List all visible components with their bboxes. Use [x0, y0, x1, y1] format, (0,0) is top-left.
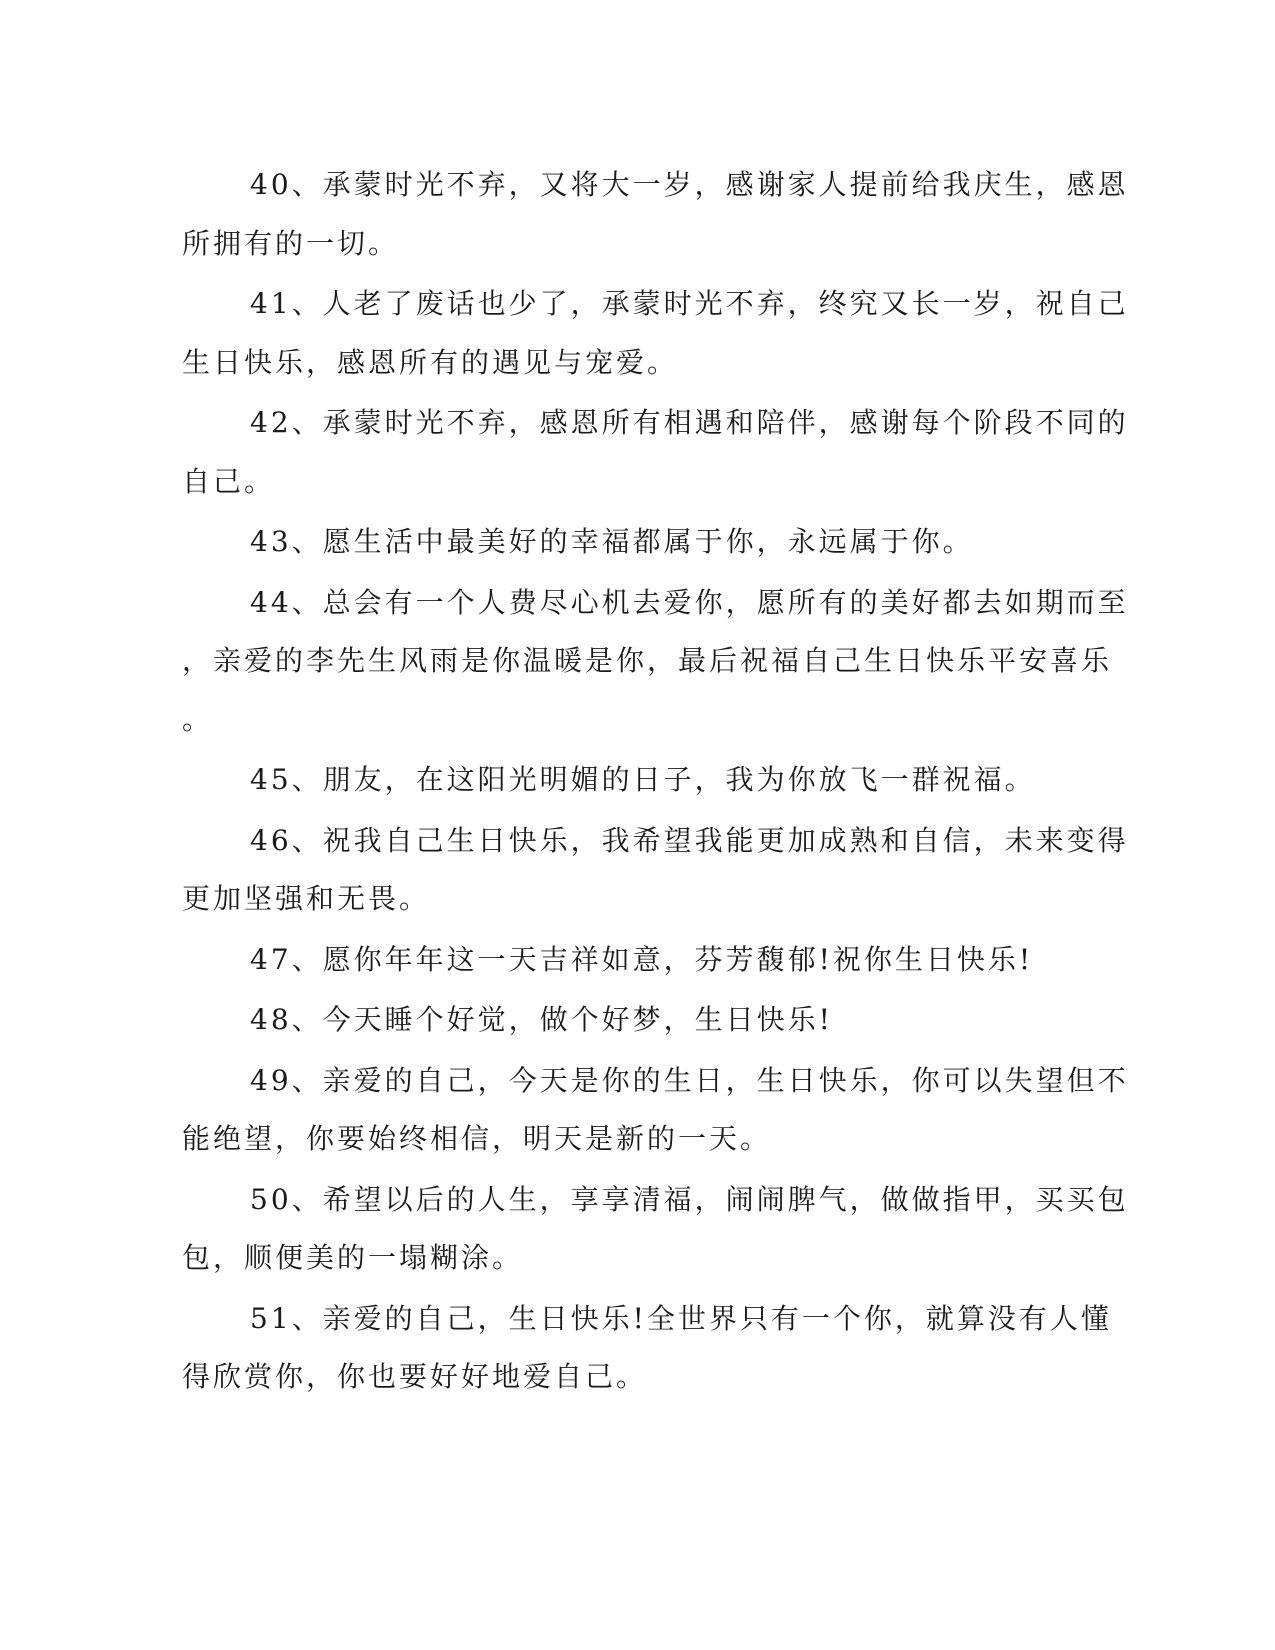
wish-42	[182, 394, 1129, 511]
wish-51	[182, 1290, 1112, 1407]
paragraph-line: 40、承蒙时光不弃，又将大一岁，感谢家人提前给我庆生，感恩	[250, 168, 1129, 201]
paragraph-line: 47、愿你年年这一天吉祥如意，芬芳馥郁!祝你生日快乐!	[250, 942, 1034, 976]
paragraph-line: 生日快乐，感恩所有的遇见与宠爱。	[182, 345, 679, 379]
paragraph-line: 能绝望，你要始终相信，明天是新的一天。	[182, 1122, 772, 1155]
wish-40	[182, 156, 1129, 273]
paragraph-line: 41、人老了废话也少了，承蒙时光不弃，终究又长一岁，祝自己	[250, 287, 1129, 320]
paragraph-line: 50、希望以后的人生，享享清福，闹闹脾气，做做指甲，买买包	[250, 1182, 1129, 1216]
wish-48	[182, 991, 1040, 1050]
wish-45	[182, 751, 1040, 810]
paragraph-line: 48、今天睡个好觉，做个好梦，生日快乐!	[250, 1003, 833, 1036]
paragraph-line: 更加坚强和无畏。	[182, 882, 431, 915]
paragraph-line: 所拥有的一切。	[182, 226, 400, 260]
paragraph-line: 43、愿生活中最美好的幸福都属于你，永远属于你。	[250, 525, 974, 558]
wish-41	[182, 275, 1129, 392]
paragraph-line: 。	[182, 702, 214, 736]
paragraph-line: 51、亲爱的自己，生日快乐!全世界只有一个你，就算没有人懂	[250, 1301, 1112, 1335]
wish-47	[182, 931, 1040, 990]
wish-46	[182, 812, 1129, 929]
paragraph-line: 42、承蒙时光不弃，感恩所有相遇和陪伴，感谢每个阶段不同的	[250, 406, 1129, 439]
paragraph-line: 45、朋友，在这阳光明媚的日子，我为你放飞一群祝福。	[250, 763, 1036, 796]
wish-44	[182, 574, 1129, 750]
paragraph-line: 44、总会有一个人费尽心机去爱你，愿所有的美好都去如期而至	[250, 585, 1129, 619]
paragraph-line: 包，顺便美的一塌糊涂。	[182, 1241, 524, 1274]
wish-49	[182, 1052, 1129, 1169]
paragraph-line: ，亲爱的李先生风雨是你温暖是你，最后祝福自己生日快乐平安喜乐	[182, 644, 1113, 677]
paragraph-line: 得欣赏你，你也要好好地爱自己。	[182, 1360, 648, 1393]
paragraph-line: 49、亲爱的自己，今天是你的生日，生日快乐，你可以失望但不	[250, 1063, 1129, 1097]
wish-43	[182, 513, 1040, 572]
paragraph-line: 46、祝我自己生日快乐，我希望我能更加成熟和自信，未来变得	[250, 823, 1129, 857]
paragraph-line: 自己。	[182, 464, 276, 498]
wish-50	[182, 1171, 1129, 1288]
document-body	[182, 156, 1129, 1409]
